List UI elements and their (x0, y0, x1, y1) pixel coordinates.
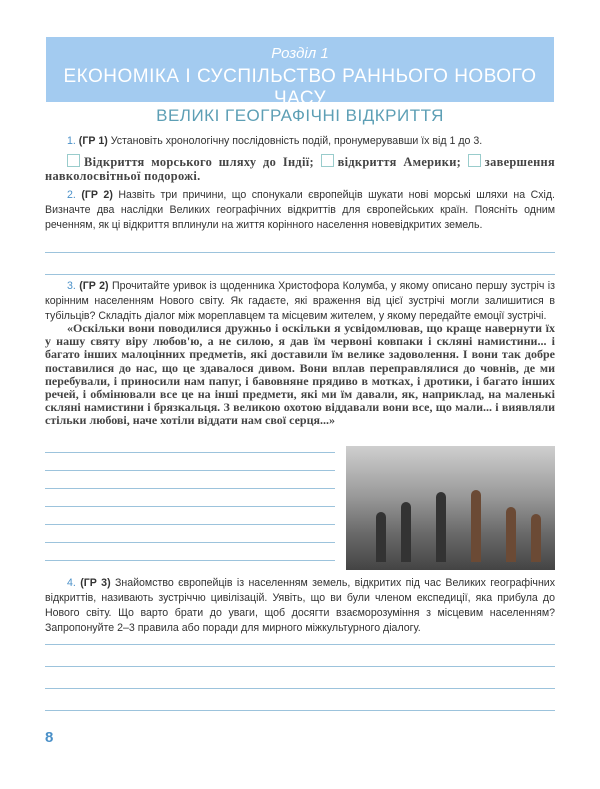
task-number: 2. (67, 189, 76, 201)
task-2 (45, 188, 555, 233)
answer-line[interactable] (45, 710, 555, 711)
topic-title: ВЕЛИКІ ГЕОГРАФІЧНІ ВІДКРИТТЯ (156, 106, 444, 125)
task-tag: (ГР 3) (80, 577, 111, 589)
chapter-title: ЕКОНОМІКА І СУСПІЛЬСТВО РАННЬОГО НОВОГО ЧАСУ (63, 66, 537, 109)
task-number: 4. (67, 577, 76, 589)
task-4 (45, 576, 555, 636)
task-text: Установіть хронологічну послідовність подій, пронумерувавши їх від 1 до 3. (107, 135, 483, 147)
task-text: Назвіть три причини, що спонукали європейців шукати нові морські шляхи на Схід. Визначте два наслідки Великих географічних відкриттів для європейських країн. Поясніть одним реченням, як ці відкриття вплинули на життя корінного населення новевідкритих земель. (45, 189, 555, 231)
chapter-header (46, 37, 554, 109)
columbus-landing-illustration (346, 446, 555, 570)
task-text: Знайомство європейців із населенням земель, відкритих під час Великих географічних відкриттів, називають зустріччю цивілізацій. Уявіть, що ви були членом експедиції, яка прибула до Нового світу. Що варто брати до уваги, щоб досягти взаєморозуміння з місцевим населенням? Запропонуйте 2–3 правила або поради для мирного міжкультурного діалогу. (45, 577, 556, 634)
task-text: Прочитайте уривок із щоденника Христофора Колумба, у якому описано першу зустріч із корінним населенням Нового світу. Як гадаєте, які враження від цієї зустрічі могли залишитися в тубільців? Складіть діалог між мореплавцем та місцевим жителем, у якому передайте емоції зустрічі. (45, 280, 555, 322)
answer-line[interactable] (45, 644, 555, 645)
answer-line[interactable] (45, 470, 335, 471)
answer-line[interactable] (45, 560, 335, 561)
answer-line[interactable] (45, 506, 335, 507)
answer-line[interactable] (45, 542, 335, 543)
option-label: відкриття Америки; (337, 155, 462, 169)
answer-line[interactable] (45, 452, 335, 453)
page-number: 8 (45, 729, 54, 746)
option-label: Відкриття морського шляху до Індії; (84, 155, 314, 169)
answer-line[interactable] (45, 274, 555, 275)
order-checkbox[interactable] (67, 154, 80, 167)
columbus-quote: «Оскільки вони поводилися дружньо і оскільки я усвідомлював, що краще навернути їх у нашу святу віру любов'ю, а не силою, я дав їм червоні ковпаки і скляні намистини... і багато інших малоцінних предметів, які доставили їм велике задоволення. І вони так добре поставилися до нас, що це здавалося дивом. Вони вплав перепpавлялися до човнів, де ми перебували, і приносили нам папуг, і бавовняне прядиво в мотках, і дротики, і багато інших речей, і обмінювали все це на інші предмети, які ми їм давали, як, наприклад, на маленькі скляні намистини і брязкальця. З великою охотою віддавали вони все, що мали... і виявляли стільки любові, наче хотіли віддати нам свої серця...» (45, 321, 555, 428)
answer-line[interactable] (45, 488, 335, 489)
answer-line[interactable] (45, 252, 555, 253)
order-checkbox[interactable] (321, 154, 334, 167)
task-tag: (ГР 2) (81, 189, 113, 201)
task-3 (45, 279, 555, 324)
task-1 (45, 134, 555, 149)
order-checkbox[interactable] (468, 154, 481, 167)
task-tag: (ГР 2) (79, 280, 109, 292)
answer-line[interactable] (45, 688, 555, 689)
task-number: 1. (67, 135, 76, 147)
answer-line[interactable] (45, 666, 555, 667)
task-number: 3. (67, 280, 76, 292)
section-label: Розділ 1 (271, 45, 329, 62)
task-1-options (45, 154, 555, 184)
option-label: завершення навколосвітньої подорожі. (45, 155, 555, 184)
task-tag: (ГР 1) (78, 135, 108, 147)
answer-line[interactable] (45, 524, 335, 525)
